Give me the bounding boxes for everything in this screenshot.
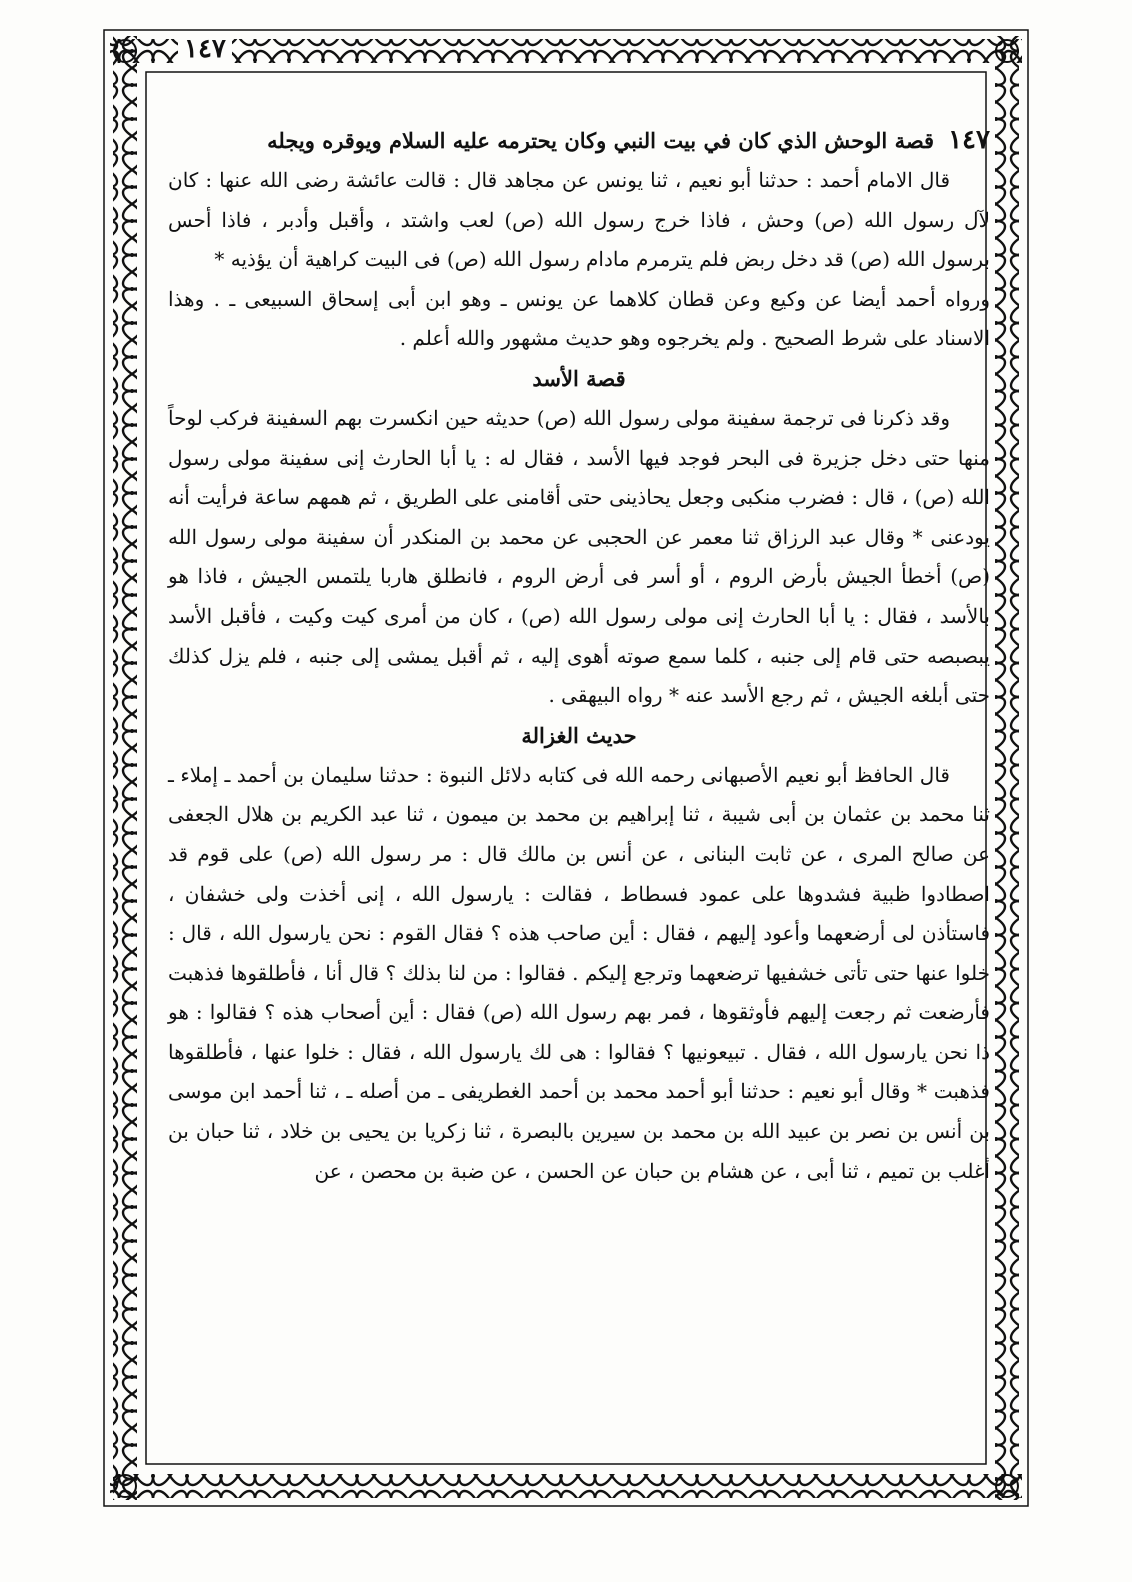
paragraph: قال الامام أحمد : حدثنا أبو نعيم ، ثنا يونس عن مجاهد قال : قالت عائشة رضى الله عنها : كان لآل رسول الله (ص) وحش ، فاذا خرج رسول الله (ص) لعب واشتد ، وأقبل وأدبر ، فاذا أحس برسول الله (ص) قد دخل ربض فلم يترمرم مادام رسول الله (ص) فى البيت كراهية أن يؤذيه * <box>168 168 990 272</box>
chapter-heading <box>168 122 990 159</box>
section-title-gazelle: حديث الغزالة <box>521 722 637 748</box>
section-title-lion: قصة الأسد <box>532 365 626 391</box>
page-number: ١٤٧ <box>178 34 232 64</box>
chapter-title: قصة الوحش الذي كان في بيت النبي وكان يحترمه عليه السلام ويوقره ويجله <box>267 128 935 153</box>
paragraph: ورواه أحمد أيضا عن وكيع وعن قطان كلاهما عن يونس ـ وهو ابن أبى إسحاق السبيعى ـ . وهذا الاسناد على شرط الصحيح . ولم يخرجوه وهو حديث مشهور والله أعلم . <box>168 286 990 351</box>
paragraph: قال الحافظ أبو نعيم الأصبهانى رحمه الله فى كتابه دلائل النبوة : حدثنا سليمان بن أحمد ـ إملاء ـ ثنا محمد بن عثمان بن أبى شيبة ، ثنا إبراهيم بن محمد بن ميمون ، ثنا عبد الكريم بن هلال الجعفى عن صالح المرى ، عن ثابت البنانى ، عن أنس بن مالك قال : مر رسول الله (ص) على قوم قد اصطادوا ظبية فشدوها على عمود فسطاط ، فقالت : يارسول الله ، إنى أخذت ولى خشفان ، فاستأذن لى أرضعهما وأعود إليهم ، فقال : أين صاحب هذه ؟ فقال القوم : نحن يارسول الله ، قال : خلوا عنها حتى تأتى خشفيها ترضعهما وترجع إليكم . فقالوا : من لنا بذلك ؟ قال أنا ، فأطلقوها فذهبت فأرضعت ثم رجعت إليهم فأوثقوها ، فمر بهم رسول الله (ص) فقال : أين أصحاب هذه ؟ فقالوا : هو ذا نحن يارسول الله ، فقال . تبيعونيها ؟ فقالوا : هى لك يارسول الله ، فقال : خلوا عنها ، فأطلقوها فذهبت * وقال أبو نعيم : حدثنا أبو أحمد محمد بن أحمد الغطريفى ـ من أصله ـ ، ثنا أحمد ابن موسى بن أنس بن نصر بن عبيد الله بن محمد بن سيرين بالبصرة ، ثنا زكريا بن يحيى بن خلاد ، ثنا حبان بن أغلب بن تميم ، ثنا أبى ، عن هشام بن حبان عن الحسن ، عن ضبة بن محصن ، عن <box>168 762 990 1183</box>
paragraph: وقد ذكرنا فى ترجمة سفينة مولى رسول الله (ص) حديثه حين انكسرت بهم السفينة فركب لوحاً منها حتى دخل جزيرة فى البحر فوجد فيها الأسد ، فقال له : يا أبا الحارث إنى سفينة مولى رسول الله (ص) ، قال : فضرب منكبى وجعل يحاذينى حتى أقامنى على الطريق ، ثم همهم ساعة فرأيت أنه يودعنى * وقال عبد الرزاق ثنا معمر عن الحجبى عن محمد بن المنكدر أن سفينة مولى رسول الله (ص) أخطأ الجيش بأرض الروم ، أو أسر فى أرض الروم ، فانطلق هاربا يلتمس الجيش ، فاذا هو بالأسد ، فقال : يا أبا الحارث إنى مولى رسول الله (ص) ، كان من أمرى كيت وكيت ، فأقبل الأسد يبصبصه حتى قام إلى جنبه ، كلما سمع صوته أهوى إليه ، ثم أقبل يمشى إلى جنبه ، فلم يزل كذلك حتى أبلغه الجيش ، ثم رجع الأسد عنه * رواه البيهقى . <box>168 405 990 708</box>
page-content <box>168 122 990 1502</box>
chapter-number: ١٤٧ <box>948 125 990 155</box>
